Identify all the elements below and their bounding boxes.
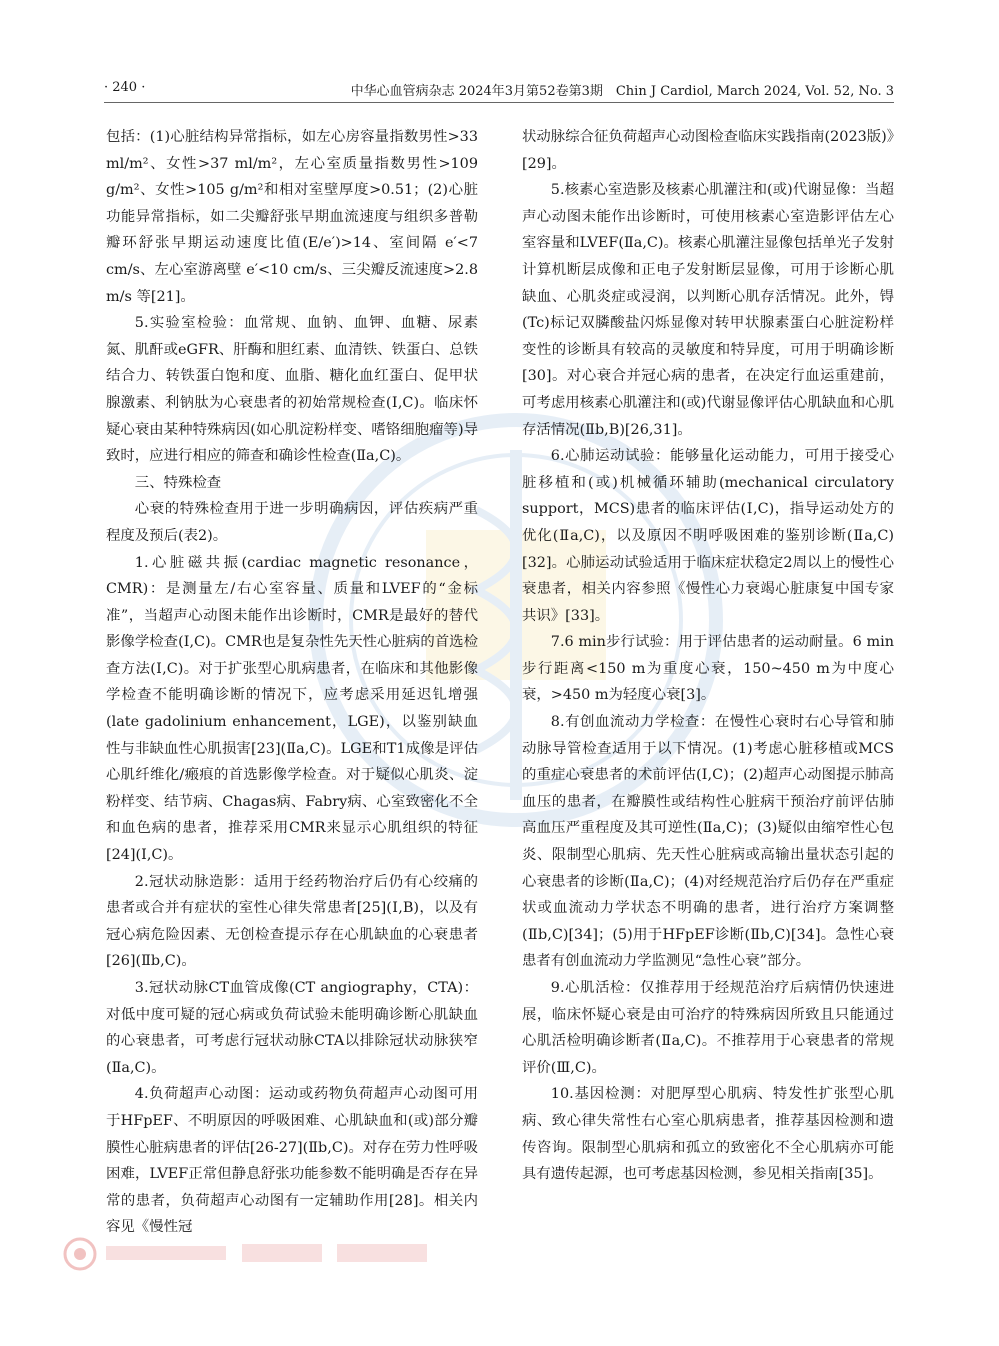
paragraph-cpet: 6.心肺运动试验：能够量化运动能力，可用于接受心脏移植和(或)机械循环辅助(mechanical circulatory support，MCS)患者的临床评估(Ⅰ,C)，指导运动处方的优化(Ⅱa,C)，以及原因不明呼吸困难的鉴别诊断(Ⅱa,C)[32]。心肺运动试验适用于临床症状稳定2周以上的慢性心衰患者，相关内容参照《慢性心力衰竭心脏康复中国专家共识》[33]。 (522, 448, 894, 624)
paragraph-special-tests-intro: 心衰的特殊检查用于进一步明确病因，评估疾病严重程度及预后(表2)。 (106, 501, 478, 544)
paragraph-6min-walk: 7.6 min步行试验：用于评估患者的运动耐量。6 min步行距离<150 m为重度心衰，150~450 m为中度心衰，>450 m为轻度心衰[3]。 (522, 634, 894, 704)
paragraph-cardiac-markers: 包括：(1)心脏结构异常指标，如左心房容量指数男性>33 ml/m²、女性>37 ml/m²，左心室质量指数男性>109 g/m²、女性>105 g/m²和相对室壁厚度>0.51；(2)心脏功能异常指标，如二尖瓣舒张早期血流速度与组织多普勒瓣环舒张早期运动速度比值(E/e′)>14、室间隔 e′<7 cm/s、左心室游离壁 e′<10 cm/s、三尖瓣反流速度>2.8 m/s 等[21]。 (106, 129, 478, 305)
paragraph-stress-echo: 4.负荷超声心动图：运动或药物负荷超声心动图可用于HFpEF、不明原因的呼吸困难、心肌缺血和(或)部分瓣膜性心脏病患者的评估[26-27](Ⅱb,C)。对存在劳力性呼吸困难，LVEF正常但静息舒张功能参数不能明确是否存在异常的患者，负荷超声心动图有一定辅助作用[28]。相关内容见《慢性冠 (106, 1086, 478, 1236)
paragraph-coronary-angiography: 2.冠状动脉造影：适用于经药物治疗后仍有心绞痛的患者或合并有症状的室性心律失常患者[25](Ⅰ,B)，以及有冠心病危险因素、无创检查提示存在心肌缺血的心衰患者[26](Ⅱb,C)。 (106, 873, 478, 970)
left-column (106, 124, 478, 1274)
journal-citation: 中华心血管病杂志 2024年3月第52卷第3期 Chin J Cardiol, March 2024, Vol. 52, No. 3 (350, 84, 894, 99)
paragraph-nuclear-imaging: 5.核素心室造影及核素心肌灌注和(或)代谢显像：当超声心动图未能作出诊断时，可使用核素心室造影评估左心室容量和LVEF(Ⅱa,C)。核素心肌灌注显像包括单光子发射计算机断层成像和正电子发射断层显像，可用于诊断心肌缺血、心肌炎症或浸润，以判断心肌存活情况。此外，锝(Tc)标记双膦酸盐闪烁显像对转甲状腺素蛋白心脏淀粉样变性的诊断具有较高的灵敏度和特异度，可用于明确诊断[30]。对心衰合并冠心病的患者，在决定行血运重建前，可考虑用核素心肌灌注和(或)代谢显像评估心肌缺血和心肌存活情况(Ⅱb,B)[26,31]。 (522, 182, 894, 438)
publisher-logo (62, 1236, 442, 1272)
paragraph-invasive-hemodynamics: 8.有创血流动力学检查：在慢性心衰时右心导管和肺动脉导管检查适用于以下情况。(1)考虑心脏移植或MCS的重症心衰患者的术前评估(Ⅰ,C)；(2)超声心动图提示肺高血压的患者，在瓣膜性或结构性心脏病干预治疗前评估肺高血压严重程度及其可逆性(Ⅱa,C)；(3)疑似由缩窄性心包炎、限制型心肌病、先天性心脏病或高输出量状态引起的心衰患者的诊断(Ⅱa,C)；(4)对经规范治疗后仍存在严重症状或血流动力学状态不明确的患者，进行治疗方案调整(Ⅱb,C)[34]；(5)用于HFpEF诊断(Ⅱb,C)[34]。急性心衰患者有创血流动力学监测见“急性心衰”部分。 (522, 714, 894, 970)
paragraph-lab-tests: 5.实验室检验：血常规、血钠、血钾、血糖、尿素氮、肌酐或eGFR、肝酶和胆红素、血清铁、铁蛋白、总铁结合力、转铁蛋白饱和度、血脂、糖化血红蛋白、促甲状腺激素、利钠肽为心衰患者的初始常规检查(Ⅰ,C)。临床怀疑心衰由某种特殊病因(如心肌淀粉样变、嗜铬细胞瘤等)导致时，应进行相应的筛查和确诊性检查(Ⅱa,C)。 (106, 315, 478, 465)
page-number: · 240 · (104, 80, 146, 95)
paragraph-myocardial-biopsy: 9.心肌活检：仅推荐用于经规范治疗后病情仍快速进展，临床怀疑心衰是由可治疗的特殊病因所致且只能通过心肌活检明确诊断者(Ⅱa,C)。不推荐用于心衰患者的常规评价(Ⅲ,C)。 (522, 980, 894, 1076)
running-header (104, 78, 894, 103)
section-heading-special-tests: 三、特殊检查 (134, 474, 222, 491)
paragraph-genetic-testing: 10.基因检测：对肥厚型心肌病、特发性扩张型心肌病、致心律失常性右心室心肌病患者，推荐基因检测和遗传咨询。限制型心肌病和孤立的致密化不全心肌病亦可能具有遗传起源，也可考虑基因检测，参见相关指南[35]。 (522, 1086, 894, 1183)
paragraph-coronary-cta: 3.冠状动脉CT血管成像(CT angiography，CTA)：对低中度可疑的冠心病或负荷试验未能明确诊断心肌缺血的心衰患者，可考虑行冠状动脉CTA以排除冠状动脉狭窄(Ⅱa,C)。 (106, 980, 478, 1076)
paragraph-stress-echo-cont: 状动脉综合征负荷超声心动图检查临床实践指南(2023版)》[29]。 (522, 129, 894, 172)
right-column (522, 124, 894, 1274)
paragraph-cmr: 1.心脏磁共振(cardiac magnetic resonance，CMR)：是测量左/右心室容量、质量和LVEF的“金标准”，当超声心动图未能作出诊断时，CMR是最好的替代影像学检查(Ⅰ,C)。CMR也是复杂性先天性心脏病的首选检查方法(Ⅰ,C)。对于扩张型心肌病患者，在临床和其他影像学检查不能明确诊断的情况下，应考虑采用延迟钆增强(late gadolinium enhancement，LGE)，以鉴别缺血性与非缺血性心肌损害[23](Ⅱa,C)。LGE和T1成像是评估心肌纤维化/瘢痕的首选影像学检查。对于疑似心肌炎、淀粉样变、结节病、Chagas病、Fabry病、心室致密化不全和血色病的患者，推荐采用CMR来显示心肌组织的特征[24](Ⅰ,C)。 (106, 554, 478, 864)
